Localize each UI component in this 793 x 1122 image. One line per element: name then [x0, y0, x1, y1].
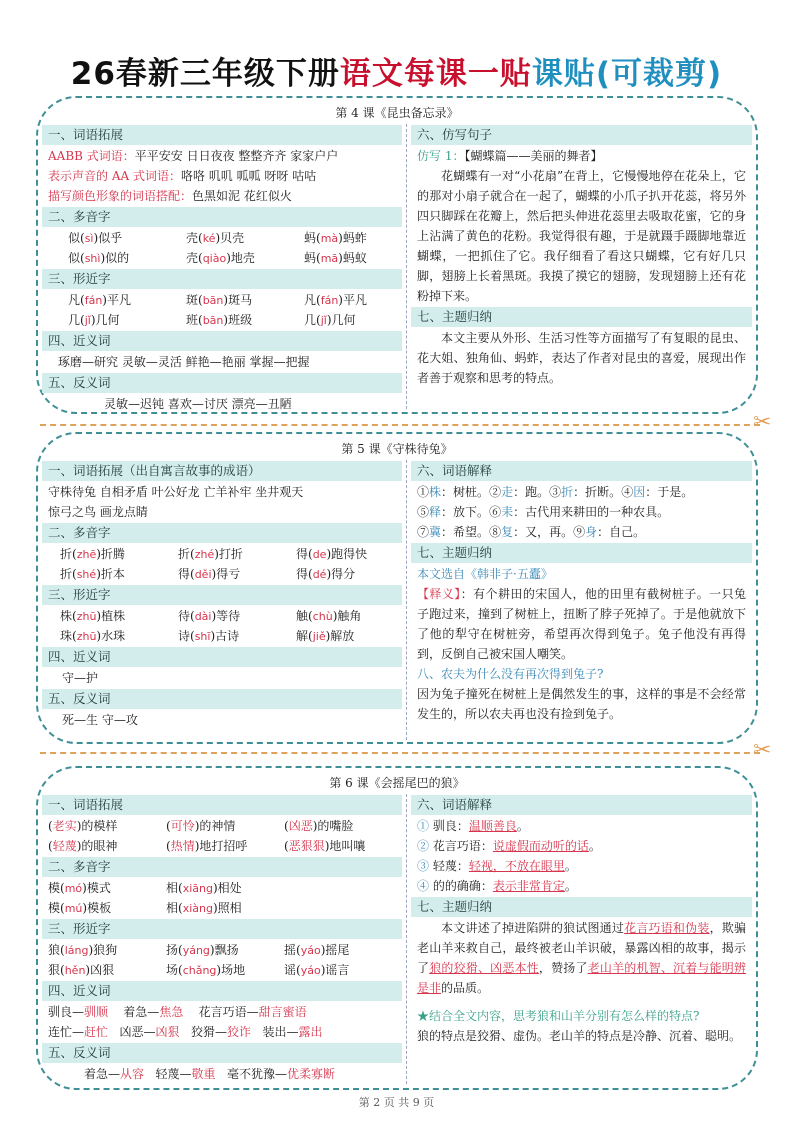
- section-heading: 一、词语拓展（出自寓言故事的成语）: [42, 461, 402, 481]
- section-heading: 二、多音字: [42, 207, 402, 227]
- imitation-paragraph: 花蝴蝶有一对“小花扇”在背上，它慢慢地停在花朵上，它的那对小扇子就合在一起了，蝴蝶的小爪子扒开花蕊，将另外四只脚踩在花瓣上，然后把头伸进花蕊里去吸取花蜜，它的身上沾满了黄色的花粉。我觉得很有趣，于是就蹑手蹑脚地靠近蝴蝶，一把抓住了它。我仔细看了看这只蝴蝶，它有好几只脚，翅膀上长着黑斑。我摸了摸它的翅膀，发现翅膀上还有花粉掉下来。: [417, 169, 746, 303]
- section-heading: 七、主题归纳: [411, 307, 752, 327]
- section-heading: 五、反义词: [42, 1043, 402, 1063]
- section-heading: 一、词语拓展: [42, 795, 402, 815]
- scissors-icon: ✂: [753, 738, 772, 763]
- question: 八、农夫为什么没有再次得到兔子?: [417, 667, 604, 681]
- translation-paragraph: 【释义】：有个耕田的宋国人，他的田里有截树桩子。一只兔子跑过来，撞到了树桩上，扭断了脖子死掉了。于是他就放下了他的犁守在树桩旁，希望再次得到兔子。兔子他没有再得到，反倒自己被宋国人嘲笑。: [417, 587, 746, 661]
- section-heading: 六、词语解释: [411, 795, 752, 815]
- section-heading: 六、词语解释: [411, 461, 752, 481]
- synonyms: 守—护: [62, 671, 99, 685]
- section-heading: 三、形近字: [42, 269, 402, 289]
- theme-paragraph: 本文讲述了掉进陷阱的狼试图通过花言巧语和伪装，欺骗老山羊来救自己，最终被老山羊识破，暴露凶相的故事，揭示了狼的狡猾、凶恶本性，赞扬了老山羊的机智、沉着与能明辨是非的品质。: [417, 921, 746, 995]
- section-heading: 三、形近字: [42, 585, 402, 605]
- page-number: 第 2 页 共 9 页: [358, 1096, 435, 1109]
- cut-line: [40, 424, 760, 426]
- theme-paragraph: 本文主要从外形、生活习性等方面描写了有复眼的昆虫、花大姐、独角仙、蚂蚱，表达了作者对昆虫的喜爱，展现出作者善于观察和思考的特点。: [417, 331, 746, 385]
- source-note: 本文选自《韩非子·五蠹》: [417, 567, 553, 581]
- section-heading: 四、近义词: [42, 647, 402, 667]
- section-heading: 二、多音字: [42, 857, 402, 877]
- page-title: 26春新三年级下册语文每课一贴课贴(可裁剪): [70, 56, 723, 92]
- section-heading: 七、主题归纳: [411, 897, 752, 917]
- scissors-icon: ✂: [753, 410, 772, 435]
- section-heading: 七、主题归纳: [411, 543, 752, 563]
- antonyms: 灵敏—迟钝 喜欢—讨厌 漂亮—丑陋: [104, 397, 292, 411]
- section-heading: 六、仿写句子: [411, 125, 752, 145]
- section-heading: 三、形近字: [42, 919, 402, 939]
- section-heading: 五、反义词: [42, 373, 402, 393]
- section-heading: 一、词语拓展: [42, 125, 402, 145]
- antonyms: 死—生 守—攻: [62, 713, 138, 727]
- question: ★结合全文内容，思考狼和山羊分别有怎么样的特点?: [417, 1009, 700, 1023]
- section-heading: 二、多音字: [42, 523, 402, 543]
- synonyms: 琢磨—研究 灵敏—灵活 鲜艳—艳丽 掌握—把握: [58, 355, 310, 369]
- lesson-4-card: 第 4 课《昆虫备忘录》 一、词语拓展 AABB 式词语：平平安安 日日夜夜 整整齐齐 家家户户 表示声音的 AA 式词语：咯咯 叽叽 呱呱 呀呀 咕咕 描写颜色形象的词语搭配：色黑如泥 花红似火 二、多音字 似(sì)似乎 壳(ké)贝壳 蚂(mà)蚂蚱 似(shì)似的 壳(qiào)地壳 蚂(mā)蚂蚁 三、形近字 凡(fán)平凡 斑(bān)斑马 凡(fán)平凡 几(jǐ)几何 班(bān)班级 几(jǐ)几何 四、近义词 琢磨—研究 灵敏—灵活 鲜艳—艳丽 掌握—把握 五、反义词 灵敏—迟钝 喜欢—讨厌 漂亮—丑陋 六、仿写句子 仿写 1：【蝴蝶篇——美丽的舞者】 花蝴蝶有一对“小花扇”在背上，它慢慢地停在花朵上，它的那对小扇子就合在一起了，蝴蝶的小爪子扒开花蕊，将另外四只脚踩在花瓣上，然后把头伸进花蕊里去吸取花蜜，它的身上沾满了黄色的花粉。我觉得很有趣，于是就蹑手蹑脚地靠近蝴蝶，一把抓住了它。我仔细看了看这只蝴蝶，它有好几只脚，翅膀上长着黑斑。我摸了摸它的翅膀，发现翅膀上还有花粉掉下来。 七、主题归纳 本文主要从外形、生活习性等方面描写了有复眼的昆虫、花大姐、独角仙、蚂蚱，表达了作者对昆虫的喜爱，展现出作者善于观察和思考的特点。: [36, 96, 758, 414]
- lesson-title: 第 5 课《守株待兔》: [341, 442, 453, 456]
- answer-paragraph: 因为兔子撞死在树桩上是偶然发生的事，这样的事是不会经常发生的，所以农夫再也没有捡到兔子。: [417, 687, 746, 721]
- section-heading: 五、反义词: [42, 689, 402, 709]
- cut-line: [40, 752, 760, 754]
- lesson-title: 第 4 课《昆虫备忘录》: [335, 106, 459, 120]
- answer-paragraph: 狼的特点是狡猾、虚伪。老山羊的特点是冷静、沉着、聪明。: [417, 1029, 742, 1043]
- lesson-title: 第 6 课《会摇尾巴的狼》: [329, 776, 465, 790]
- section-heading: 四、近义词: [42, 331, 402, 351]
- lesson-5-card: 第 5 课《守株待兔》 一、词语拓展（出自寓言故事的成语） 守株待兔 自相矛盾 叶公好龙 亡羊补牢 坐井观天 惊弓之鸟 画龙点睛 二、多音字 折(zhē)折腾 折(zhé)打折 得(de)跑得快 折(shé)折本 得(děi)得亏 得(dé)得分 三、形近字 株(zhū)植株 待(dài)等待 触(chù)触角 珠(zhū)水珠 诗(shī)古诗 解(jiě)解放 四、近义词 守—护 五、反义词 死—生 守—攻 六、词语解释 ①株：树桩。②走：跑。③折：折断。④因：于是。 ⑤释：放下。⑥耒：古代用来耕田的一种农具。 ⑦冀：希望。⑧复：又，再。⑨身：自己。 七、主题归纳 本文选自《韩非子·五蠹》 【释义】：有个耕田的宋国人，他的田里有截树桩子。一只兔子跑过来，撞到了树桩上，扭断了脖子死掉了。于是他就放下了他的犁守在树桩旁，希望再次得到兔子。兔子他没有再得到，反倒自己被宋国人嘲笑。 八、农夫为什么没有再次得到兔子? 因为兔子撞死在树桩上是偶然发生的事，这样的事是不会经常发生的，所以农夫再也没有捡到兔子。: [36, 432, 758, 744]
- section-heading: 四、近义词: [42, 981, 402, 1001]
- lesson-6-card: 第 6 课《会摇尾巴的狼》 一、词语拓展 (老实)的模样 (可怜)的神情 (凶恶)的嘴脸 (轻蔑)的眼神 (热情)地打招呼 (恶狠狠)地叫嚷 二、多音字 模(mó)模式 相(xiāng)相处 模(mú)模板 相(xiàng)照相 三、形近字 狼(láng)狼狗 扬(yáng)飘扬 摇(yáo)摇尾 狠(hěn)凶狠 场(chǎng)场地 谣(yáo)谣言 四、近义词 驯良—驯顺 着急—焦急 花言巧语—甜言蜜语 连忙—赶忙 凶恶—凶狠 狡猾—狡诈 装出—露出 五、反义词 着急—从容 轻蔑—敬重 毫不犹豫—优柔寡断 六、词语解释 ① 驯良：温顺善良。 ② 花言巧语：说虚假而动听的话。 ③ 轻蔑：轻视，不放在眼里。 ④ 的的确确：表示非常肯定。 七、主题归纳 本文讲述了掉进陷阱的狼试图通过花言巧语和伪装，欺骗老山羊来救自己，最终被老山羊识破，暴露凶相的故事，揭示了狼的狡猾、凶恶本性，赞扬了老山羊的机智、沉着与能明辨是非的品质。 ★结合全文内容，思考狼和山羊分别有怎么样的特点? 狼的特点是狡猾、虚伪。老山羊的特点是冷静、沉着、聪明。: [36, 766, 758, 1090]
